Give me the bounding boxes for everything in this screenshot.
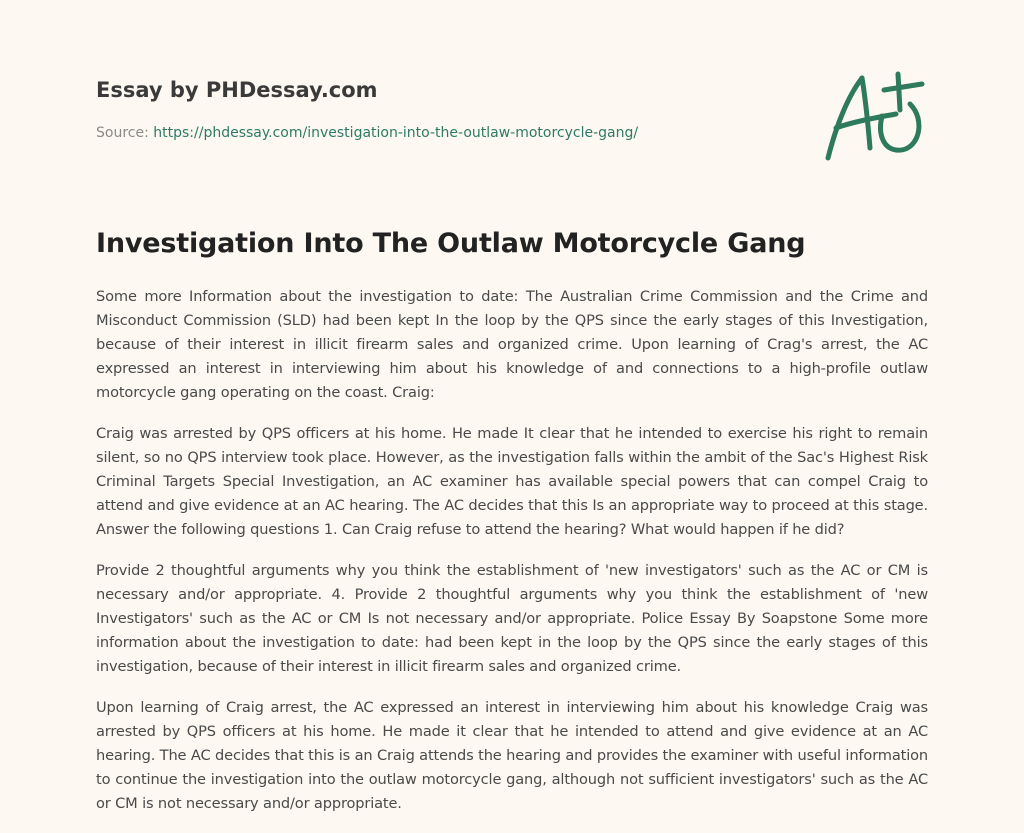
essay-title: Investigation Into The Outlaw Motorcycle Gang — [96, 228, 806, 259]
source-link[interactable]: https://phdessay.com/investigation-into-the-outlaw-motorcycle-gang/ — [153, 125, 639, 141]
essay-paragraph: Some more Information about the investigation to date: The Australian Crime Commission and the Crime and Misconduct Commission (SLD) had been kept In the loop by the QPS since the early stages of this Investigation, because of their interest in illicit firearm sales and organized crime. Upon learning of Crag's arrest, the AC expressed an interest in interviewing him about his knowledge of and connections to a high-profile outlaw motorcycle gang operating on the coast. Craig: — [96, 288, 928, 401]
document-header — [96, 76, 796, 141]
essay-paragraph: Provide 2 thoughtful arguments why you think the establishment of 'new investigators' such as the AC or CM is necessary and/or appropriate. 4. Provide 2 thoughtful arguments why you think the establishment of 'new Investigators' such as the AC or CM Is not necessary and/or appropriate. Police Essay By Soapstone Some more information about the investigation to date: had been kept in the loop by the QPS since the early stages of this investigation, because of their interest in illicit firearm sales and organized crime. — [96, 562, 928, 675]
essay-paragraph: Upon learning of Craig arrest, the AC expressed an interest in interviewing him about his knowledge Craig was arrested by QPS officers at his home. He made it clear that he intended to attend and give evidence at an AC hearing. The AC decides that this is an Craig attends the hearing and provides the examiner with useful information to continue the investigation into the outlaw motorcycle gang, although not sufficient investigators' such as the AC or CM is not necessary and/or appropriate. — [96, 699, 928, 812]
essay-body — [96, 285, 928, 833]
essay-paragraph: Craig was arrested by QPS officers at his home. He made It clear that he intended to exercise his right to remain silent, so no QPS interview took place. However, as the investigation falls within the ambit of the Sac's Highest Risk Criminal Targets Special Investigation, an AC examiner has available special powers that can compel Craig to attend and give evidence at an AC hearing. The AC decides that this Is an appropriate way to proceed at this stage. Answer the following questions 1. Can Craig refuse to attend the hearing? What would happen if he did? — [96, 425, 928, 538]
a-plus-logo-icon — [822, 66, 928, 164]
brand-name: Essay by PHDessay.com — [96, 78, 378, 102]
source-line — [96, 124, 638, 142]
source-label: Source: — [96, 125, 149, 141]
